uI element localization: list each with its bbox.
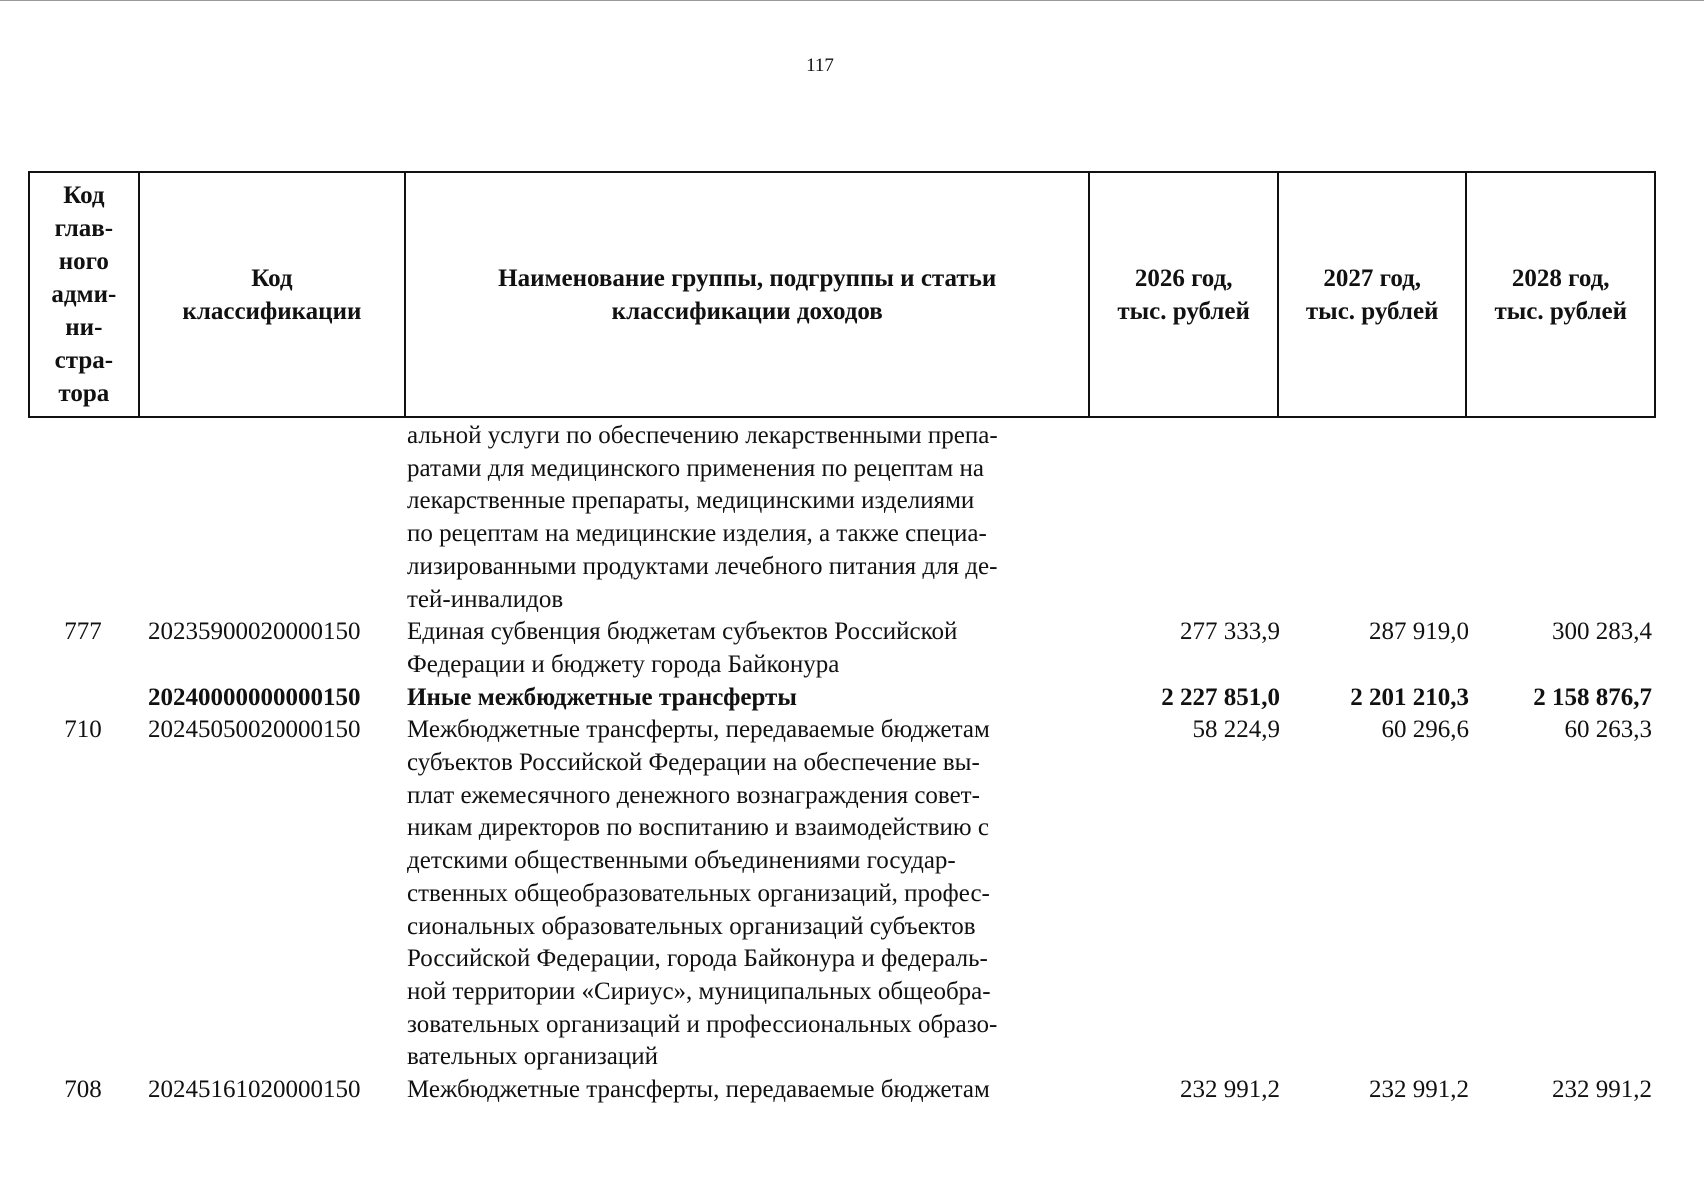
value-2026-cell: 232 991,2 xyxy=(1180,1076,1280,1104)
table-header xyxy=(28,171,1656,418)
class-code-cell: 20235900020000150 xyxy=(148,618,361,646)
value-2028-cell: 232 991,2 xyxy=(1552,1076,1652,1104)
value-2026-cell: 2 227 851,0 xyxy=(1161,683,1280,711)
value-2026-cell xyxy=(1091,420,1280,616)
value-2027-cell: 60 296,6 xyxy=(1381,716,1469,744)
value-2028-cell: 2 158 876,7 xyxy=(1533,683,1652,711)
value-2027-cell: 2 201 210,3 xyxy=(1350,683,1469,711)
header-2026: 2026 год, тыс. рублей xyxy=(1090,173,1279,416)
admin-code-cell: 708 xyxy=(64,1076,102,1104)
admin-code-cell xyxy=(28,420,138,616)
class-code-cell: 20245161020000150 xyxy=(148,1076,361,1104)
page-number: 117 xyxy=(806,55,834,76)
table-row xyxy=(28,714,1656,1074)
table-row xyxy=(28,420,1656,616)
class-code-cell: 20240000000000150 xyxy=(148,683,361,711)
header-2027: 2027 год, тыс. рублей xyxy=(1279,173,1468,416)
header-admin-code-text: Код глав- ного адми- ни- стра- тора xyxy=(51,182,117,407)
header-name: Наименование группы, подгруппы и статьи классификации доходов xyxy=(406,173,1090,416)
value-2026-cell: 58 224,9 xyxy=(1192,716,1280,744)
table-row xyxy=(28,1074,1656,1107)
value-2028-cell xyxy=(1469,420,1652,616)
class-code-cell xyxy=(138,420,405,616)
header-admin-code xyxy=(30,173,140,416)
table-row-group xyxy=(28,682,1656,715)
name-cell: Единая субвенция бюджетам субъектов Российской Федерации и бюджету города Байконура xyxy=(407,618,958,678)
admin-code-cell: 777 xyxy=(64,618,102,646)
value-2028-cell: 300 283,4 xyxy=(1552,618,1652,646)
scan-edge-line xyxy=(0,0,1704,1)
admin-code-cell xyxy=(28,682,138,715)
value-2028-cell: 60 263,3 xyxy=(1564,716,1652,744)
name-cell: Межбюджетные трансферты, передаваемые бюджетам субъектов Российской Федерации на обеспечение вы- плат ежемесячного денежного вознаграждения совет- никам директоров по воспитанию и взаимодействию с детскими общественными объединениями государ- ственных общеобразовательных организаций, профес- сиональных образовательных организаций субъектов Российской Федерации, города Байконура и федераль- ной территории «Сириус», муниципальных общеобра- зовательных организаций и профессиональных образо- вательных организаций xyxy=(407,716,998,1071)
name-cell: Иные межбюджетные трансферты xyxy=(407,683,797,711)
name-cell: Межбюджетные трансферты, передаваемые бюджетам xyxy=(407,1076,990,1104)
class-code-cell: 20245050020000150 xyxy=(148,716,361,744)
header-class-code: Код классификации xyxy=(140,173,406,416)
admin-code-cell: 710 xyxy=(64,716,102,744)
value-2027-cell: 232 991,2 xyxy=(1369,1076,1469,1104)
value-2027-cell xyxy=(1280,420,1469,616)
value-2027-cell: 287 919,0 xyxy=(1369,618,1469,646)
table-body xyxy=(28,420,1656,1107)
value-2026-cell: 277 333,9 xyxy=(1180,618,1280,646)
table-row xyxy=(28,616,1656,681)
name-cell: альной услуги по обеспечению лекарственными препа- ратами для медицинского применения по рецептам на лекарственные препараты, медицинскими изделиями по рецептам на медицинские изделия, а также специа- лизированными продуктами лечебного питания для де- тей-инвалидов xyxy=(407,422,998,613)
header-2028: 2028 год, тыс. рублей xyxy=(1494,264,1627,325)
